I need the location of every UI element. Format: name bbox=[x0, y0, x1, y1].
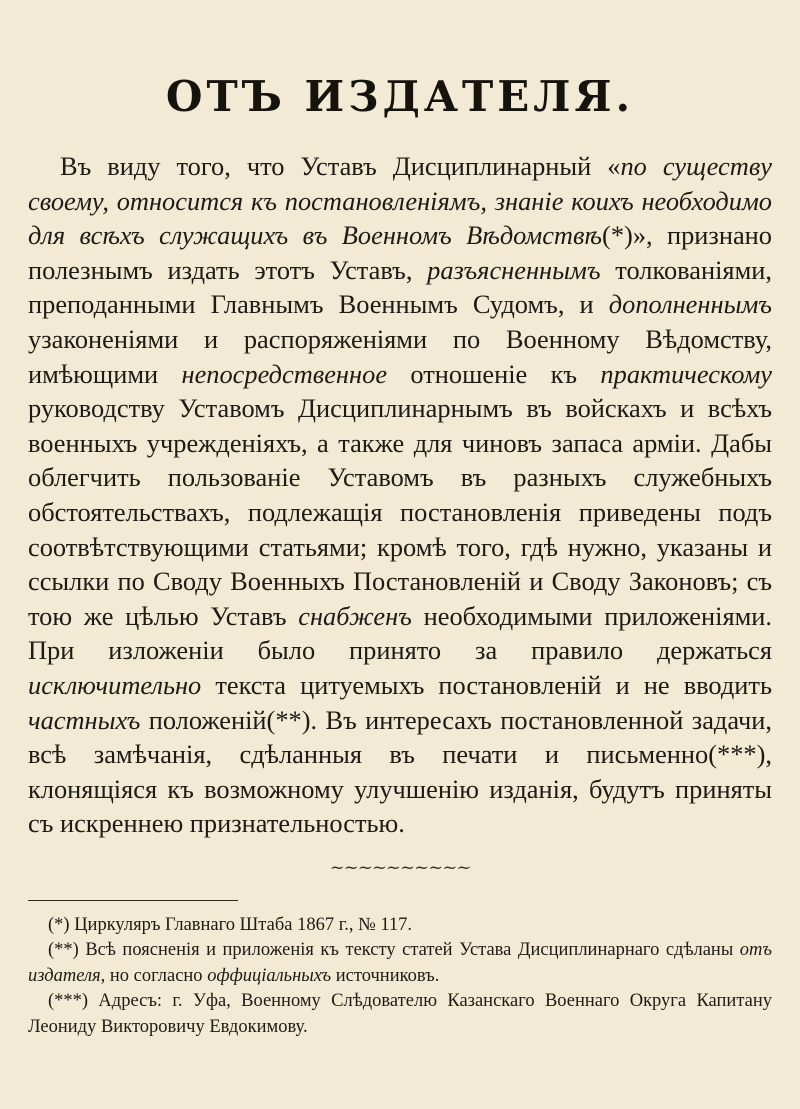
italic-term: отъ издателя bbox=[28, 940, 772, 986]
text-run: толкованіями, преподанными Главнымъ Военнымъ Судомъ, и bbox=[28, 254, 772, 320]
page-title: ОТЪ ИЗДАТЕЛЯ. bbox=[165, 72, 635, 121]
footnote-rule bbox=[28, 900, 238, 901]
italic-term: непосредственное bbox=[181, 358, 388, 389]
footnote-3: (***) Адресъ: г. Уфа, Военному Слѣдователю Казанскаго Военнаго Округа Капитану Леониду Викторовичу Евдокимову. bbox=[28, 991, 772, 1037]
italic-term: дополненнымъ bbox=[608, 289, 772, 320]
ornament-divider: ~~~~~~~~~~ bbox=[329, 856, 471, 878]
text-run: (**) Всѣ поясненія и приложенія къ тексту статей Устава Дисциплинарнаго сдѣланы bbox=[48, 940, 740, 961]
italic-term: исключительно bbox=[28, 669, 202, 700]
text-run: источниковъ. bbox=[331, 965, 440, 986]
text-run: узаконеніями и распоряженіями по Военному Вѣдомству, имѣющими bbox=[28, 323, 772, 389]
text-run: руководству Уставомъ Дисциплинарнымъ въ войскахъ и всѣхъ военныхъ учрежденіяхъ, а также для чиновъ запаса арміи. Дабы облегчить пользованіе Уставомъ въ разныхъ служебныхъ обстоятельствахъ, подлежащія постановленія приведены подъ соотвѣтствующими статьями; кромѣ того, гдѣ нужно, указаны и ссылки по Своду Военныхъ Постановленій и Своду Законовъ; съ тою же цѣлью Уставъ bbox=[28, 393, 772, 631]
footnote-1: (*) Циркуляръ Главнаго Штаба 1867 г., № 117. bbox=[48, 914, 413, 935]
italic-term: оффиціальныхъ bbox=[207, 965, 332, 986]
text-run: (*)», признано полезнымъ издать этотъ Уставъ, bbox=[28, 220, 773, 285]
italic-term: практическому bbox=[600, 358, 773, 389]
italic-term: разъясненнымъ bbox=[427, 254, 601, 285]
text-run: необходимыми приложеніями. При изложеніи было принято за правило держаться bbox=[28, 600, 772, 666]
text-run: , но согласно bbox=[100, 965, 208, 986]
italic-term: частныхъ bbox=[28, 704, 141, 735]
footnote-2 bbox=[28, 938, 772, 989]
preface-paragraph bbox=[28, 149, 772, 841]
text-run: текста цитуемыхъ постановленій и не вводить bbox=[201, 669, 772, 700]
footnotes bbox=[28, 913, 772, 1041]
text-run: Въ виду того, что Уставъ Дисциплинарный « bbox=[60, 151, 621, 181]
italic-term: снабженъ bbox=[298, 600, 412, 631]
italic-quote: по существу своему, относится къ постановленіямъ, знаніе коихъ необходимо для всѣхъ служащихъ въ Военномъ Вѣдомствѣ bbox=[28, 151, 772, 251]
text-run: отношеніе къ bbox=[387, 358, 601, 389]
text-run: положеній(**). Въ интересахъ постановленной задачи, всѣ замѣчанія, сдѣланныя въ печати и письменно(***), клонящіяся къ возможному улучшенію изданія, будутъ приняты съ искреннею признательностью. bbox=[28, 704, 772, 839]
